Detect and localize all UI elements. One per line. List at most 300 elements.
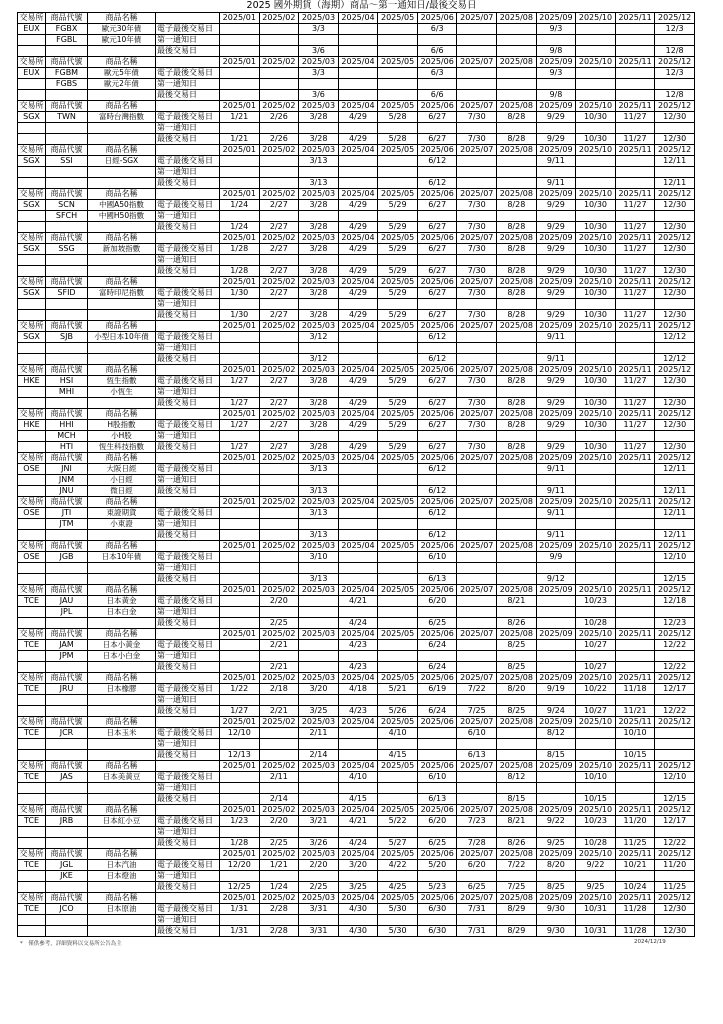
date-cell bbox=[378, 354, 418, 365]
product-name-cell bbox=[88, 266, 156, 277]
date-cell bbox=[259, 607, 299, 618]
date-cell bbox=[536, 607, 576, 618]
date-cell: 5/20 bbox=[417, 860, 457, 871]
header-cell: 2025/08 bbox=[497, 233, 537, 244]
product-code-cell: FGBM bbox=[46, 68, 88, 79]
date-cell bbox=[536, 827, 576, 838]
date-cell bbox=[259, 563, 299, 574]
header-cell: 2025/10 bbox=[576, 189, 616, 200]
date-cell: 10/30 bbox=[576, 376, 616, 387]
date-cell bbox=[536, 475, 576, 486]
header-cell bbox=[156, 145, 220, 156]
date-cell bbox=[615, 68, 655, 79]
header-cell: 交易所 bbox=[19, 13, 44, 22]
header-cell: 2025/06 bbox=[417, 761, 457, 772]
date-cell bbox=[220, 794, 260, 805]
table-row bbox=[18, 387, 695, 398]
exchange-cell bbox=[18, 387, 46, 398]
product-code-cell: SJB bbox=[46, 332, 88, 343]
product-name-cell: H股指數 bbox=[88, 420, 156, 431]
exchange-cell bbox=[18, 398, 46, 409]
header-cell: 2025/07 bbox=[457, 145, 497, 156]
table-row bbox=[18, 156, 695, 167]
header-cell: 2025/08 bbox=[497, 365, 537, 376]
header-cell: 2025/10 bbox=[576, 233, 616, 244]
date-cell bbox=[457, 486, 497, 497]
date-cell: 5/29 bbox=[378, 266, 418, 277]
date-cell bbox=[497, 607, 537, 618]
date-cell bbox=[378, 24, 418, 35]
date-cell bbox=[378, 332, 418, 343]
table-row bbox=[18, 574, 695, 585]
exchange-cell: TCE bbox=[18, 904, 46, 915]
block-header-row bbox=[18, 145, 695, 156]
product-name-cell bbox=[88, 662, 156, 673]
row-label-cell: 第一通知日 bbox=[156, 475, 220, 486]
date-cell: 2/21 bbox=[259, 662, 299, 673]
date-cell: 11/25 bbox=[615, 838, 655, 849]
row-label-cell: 電子最後交易日 bbox=[156, 200, 220, 211]
header-cell: 2025/03 bbox=[299, 805, 339, 816]
header-cell: 交易所 bbox=[19, 849, 44, 858]
date-cell bbox=[220, 431, 260, 442]
date-cell bbox=[615, 255, 655, 266]
product-name-cell: 日經-SGX bbox=[88, 156, 156, 167]
row-label-cell: 第一通知日 bbox=[156, 431, 220, 442]
date-cell bbox=[220, 46, 260, 57]
date-cell: 1/28 bbox=[220, 244, 260, 255]
date-cell bbox=[299, 167, 339, 178]
date-cell bbox=[576, 739, 616, 750]
date-cell bbox=[259, 915, 299, 926]
date-cell: 10/27 bbox=[576, 706, 616, 717]
product-code-cell bbox=[46, 574, 88, 585]
header-cell: 2025/05 bbox=[378, 893, 418, 904]
date-cell bbox=[299, 211, 339, 222]
date-cell bbox=[259, 519, 299, 530]
date-cell: 6/19 bbox=[417, 684, 457, 695]
date-cell: 8/28 bbox=[497, 112, 537, 123]
date-cell: 7/28 bbox=[457, 838, 497, 849]
date-cell bbox=[576, 475, 616, 486]
date-cell bbox=[417, 783, 457, 794]
date-cell bbox=[457, 343, 497, 354]
date-cell: 3/28 bbox=[299, 376, 339, 387]
date-cell bbox=[220, 640, 260, 651]
row-label-cell: 電子最後交易日 bbox=[156, 860, 220, 871]
header-cell: 商品名稱 bbox=[88, 57, 156, 68]
date-cell bbox=[220, 24, 260, 35]
date-cell: 2/27 bbox=[259, 200, 299, 211]
date-cell bbox=[299, 387, 339, 398]
row-label-cell: 電子最後交易日 bbox=[156, 552, 220, 563]
date-cell bbox=[338, 464, 378, 475]
date-cell bbox=[417, 519, 457, 530]
date-cell bbox=[615, 464, 655, 475]
product-name-cell bbox=[88, 882, 156, 893]
date-cell bbox=[338, 79, 378, 90]
header-cell: 2025/05 bbox=[378, 321, 418, 332]
header-cell: 商品代號 bbox=[46, 189, 88, 200]
date-cell bbox=[497, 431, 537, 442]
date-cell bbox=[615, 332, 655, 343]
date-cell: 9/29 bbox=[536, 420, 576, 431]
date-cell: 3/31 bbox=[299, 904, 339, 915]
date-cell: 8/28 bbox=[497, 266, 537, 277]
date-cell bbox=[378, 618, 418, 629]
product-name-cell: 日本原油 bbox=[88, 904, 156, 915]
date-cell bbox=[655, 915, 695, 926]
date-cell: 1/22 bbox=[220, 684, 260, 695]
header-cell: 商品名稱 bbox=[88, 805, 156, 816]
header-cell: 2025/11 bbox=[615, 101, 655, 112]
date-cell: 4/15 bbox=[338, 794, 378, 805]
date-cell bbox=[536, 255, 576, 266]
date-cell: 6/3 bbox=[417, 24, 457, 35]
header-cell: 2025/12 bbox=[655, 57, 695, 68]
date-cell bbox=[536, 299, 576, 310]
date-cell: 9/24 bbox=[536, 706, 576, 717]
header-cell: 2025/01 bbox=[220, 893, 260, 904]
date-cell: 12/20 bbox=[220, 860, 260, 871]
table-row bbox=[18, 728, 695, 739]
date-cell bbox=[497, 90, 537, 101]
product-name-cell bbox=[88, 915, 156, 926]
date-cell: 9/8 bbox=[536, 46, 576, 57]
date-cell bbox=[576, 827, 616, 838]
product-code-cell: JAM bbox=[46, 640, 88, 651]
header-cell: 商品名稱 bbox=[88, 761, 156, 772]
date-cell: 3/28 bbox=[299, 398, 339, 409]
date-cell bbox=[378, 530, 418, 541]
date-cell bbox=[220, 915, 260, 926]
date-cell bbox=[259, 728, 299, 739]
header-cell: 2025/12 bbox=[655, 805, 695, 816]
date-cell bbox=[259, 530, 299, 541]
product-code-cell: JPL bbox=[46, 607, 88, 618]
exchange-cell: TCE bbox=[18, 684, 46, 695]
table-row bbox=[18, 519, 695, 530]
date-cell: 10/23 bbox=[576, 816, 616, 827]
header-cell: 商品代號 bbox=[46, 893, 88, 904]
product-code-cell bbox=[46, 750, 88, 761]
product-code-cell bbox=[46, 123, 88, 134]
date-cell: 4/24 bbox=[338, 838, 378, 849]
date-cell bbox=[615, 123, 655, 134]
date-cell: 11/27 bbox=[615, 442, 655, 453]
date-cell: 9/29 bbox=[536, 398, 576, 409]
date-cell bbox=[378, 255, 418, 266]
date-cell bbox=[338, 68, 378, 79]
header-cell: 商品代號 bbox=[46, 585, 88, 596]
header-cell: 2025/04 bbox=[338, 321, 378, 332]
table-row bbox=[18, 860, 695, 871]
header-cell: 交易所 bbox=[19, 497, 44, 506]
header-cell: 交易所 bbox=[19, 277, 44, 286]
header-cell: 商品名稱 bbox=[88, 673, 156, 684]
date-cell: 9/25 bbox=[536, 838, 576, 849]
block-header-row bbox=[18, 541, 695, 552]
date-cell bbox=[457, 46, 497, 57]
header-cell: 2025/06 bbox=[417, 189, 457, 200]
product-name-cell: 日本橡膠 bbox=[88, 684, 156, 695]
header-cell: 2025/03 bbox=[299, 541, 339, 552]
date-cell bbox=[457, 178, 497, 189]
date-cell bbox=[457, 640, 497, 651]
header-cell bbox=[156, 497, 220, 508]
header-cell bbox=[156, 761, 220, 772]
date-cell: 8/15 bbox=[536, 750, 576, 761]
date-cell: 12/30 bbox=[655, 376, 695, 387]
header-cell: 2025/04 bbox=[338, 145, 378, 156]
print-date: 2024/12/19 bbox=[634, 939, 666, 945]
date-cell bbox=[220, 695, 260, 706]
date-cell: 2/27 bbox=[259, 244, 299, 255]
date-cell: 4/29 bbox=[338, 266, 378, 277]
date-cell: 4/29 bbox=[338, 310, 378, 321]
date-cell: 2/27 bbox=[259, 398, 299, 409]
date-cell: 6/12 bbox=[417, 178, 457, 189]
date-cell bbox=[497, 35, 537, 46]
date-cell bbox=[378, 46, 418, 57]
date-cell: 12/30 bbox=[655, 310, 695, 321]
date-cell bbox=[536, 640, 576, 651]
date-cell bbox=[497, 354, 537, 365]
header-cell: 2025/04 bbox=[338, 189, 378, 200]
header-cell: 2025/11 bbox=[615, 585, 655, 596]
date-cell: 12/10 bbox=[655, 772, 695, 783]
date-cell bbox=[655, 827, 695, 838]
date-cell: 7/22 bbox=[457, 684, 497, 695]
header-cell: 2025/02 bbox=[259, 717, 299, 728]
date-cell bbox=[338, 354, 378, 365]
header-cell: 交易所 bbox=[19, 189, 44, 198]
header-cell: 2025/05 bbox=[378, 365, 418, 376]
header-cell: 2025/01 bbox=[220, 805, 260, 816]
row-label-cell: 最後交易日 bbox=[156, 134, 220, 145]
header-cell: 2025/07 bbox=[457, 893, 497, 904]
date-cell: 9/29 bbox=[536, 310, 576, 321]
date-cell: 8/29 bbox=[497, 904, 537, 915]
date-cell: 3/13 bbox=[299, 178, 339, 189]
date-cell bbox=[536, 431, 576, 442]
date-cell bbox=[259, 211, 299, 222]
product-name-cell bbox=[88, 739, 156, 750]
date-cell bbox=[259, 574, 299, 585]
date-cell bbox=[536, 915, 576, 926]
date-cell bbox=[378, 167, 418, 178]
date-cell bbox=[299, 695, 339, 706]
date-cell bbox=[576, 574, 616, 585]
date-cell bbox=[536, 618, 576, 629]
date-cell bbox=[615, 640, 655, 651]
date-cell bbox=[655, 783, 695, 794]
date-cell bbox=[417, 607, 457, 618]
date-cell bbox=[497, 343, 537, 354]
date-cell bbox=[615, 695, 655, 706]
date-cell bbox=[457, 695, 497, 706]
date-cell: 6/12 bbox=[417, 508, 457, 519]
exchange-cell: OSE bbox=[18, 508, 46, 519]
header-cell: 交易所 bbox=[19, 541, 44, 550]
row-label-cell: 電子最後交易日 bbox=[156, 420, 220, 431]
date-cell bbox=[338, 299, 378, 310]
exchange-cell bbox=[18, 442, 46, 453]
header-cell: 2025/08 bbox=[497, 761, 537, 772]
header-cell: 2025/04 bbox=[338, 13, 378, 24]
block-header-row bbox=[18, 849, 695, 860]
date-cell: 1/27 bbox=[220, 376, 260, 387]
date-cell bbox=[338, 607, 378, 618]
header-cell: 2025/09 bbox=[536, 57, 576, 68]
date-cell bbox=[220, 486, 260, 497]
product-code-cell: JGL bbox=[46, 860, 88, 871]
exchange-cell bbox=[18, 266, 46, 277]
header-cell: 交易所 bbox=[19, 673, 44, 682]
date-cell: 8/12 bbox=[497, 772, 537, 783]
row-label-cell: 第一通知日 bbox=[156, 387, 220, 398]
date-cell: 11/18 bbox=[615, 684, 655, 695]
product-name-cell: 日本汽油 bbox=[88, 860, 156, 871]
header-cell: 交易所 bbox=[19, 717, 44, 726]
header-cell: 商品代號 bbox=[46, 101, 88, 112]
header-cell: 2025/02 bbox=[259, 365, 299, 376]
header-cell: 2025/01 bbox=[220, 145, 260, 156]
header-cell: 2025/08 bbox=[497, 189, 537, 200]
date-cell bbox=[378, 123, 418, 134]
date-cell bbox=[615, 607, 655, 618]
date-cell bbox=[338, 915, 378, 926]
product-code-cell bbox=[46, 222, 88, 233]
header-cell: 2025/03 bbox=[299, 717, 339, 728]
header-cell: 2025/12 bbox=[655, 277, 695, 288]
exchange-cell bbox=[18, 915, 46, 926]
date-cell: 6/10 bbox=[457, 728, 497, 739]
date-cell: 3/26 bbox=[299, 838, 339, 849]
date-cell: 9/19 bbox=[536, 684, 576, 695]
date-cell bbox=[576, 915, 616, 926]
date-cell: 1/21 bbox=[259, 860, 299, 871]
date-cell bbox=[338, 530, 378, 541]
table-row bbox=[18, 882, 695, 893]
row-label-cell: 第一通知日 bbox=[156, 783, 220, 794]
product-name-cell bbox=[88, 827, 156, 838]
product-code-cell: FGBX bbox=[46, 24, 88, 35]
date-cell bbox=[536, 651, 576, 662]
product-code-cell bbox=[46, 167, 88, 178]
table-row bbox=[18, 112, 695, 123]
date-cell: 3/25 bbox=[338, 882, 378, 893]
row-label-cell: 最後交易日 bbox=[156, 574, 220, 585]
exchange-cell bbox=[18, 750, 46, 761]
header-cell: 2025/06 bbox=[417, 365, 457, 376]
date-cell bbox=[378, 827, 418, 838]
date-cell: 12/8 bbox=[655, 90, 695, 101]
date-cell bbox=[536, 596, 576, 607]
date-cell bbox=[497, 695, 537, 706]
header-cell: 2025/09 bbox=[536, 277, 576, 288]
date-cell: 12/30 bbox=[655, 244, 695, 255]
header-cell: 2025/03 bbox=[299, 57, 339, 68]
date-cell bbox=[220, 354, 260, 365]
header-cell: 2025/04 bbox=[338, 585, 378, 596]
date-cell bbox=[497, 508, 537, 519]
product-name-cell: 日本10年債 bbox=[88, 552, 156, 563]
date-cell: 8/28 bbox=[497, 288, 537, 299]
date-cell: 7/25 bbox=[497, 882, 537, 893]
date-cell: 5/30 bbox=[378, 926, 418, 937]
header-cell: 2025/12 bbox=[655, 145, 695, 156]
exchange-cell: TCE bbox=[18, 772, 46, 783]
date-cell: 12/11 bbox=[655, 530, 695, 541]
date-cell: 5/29 bbox=[378, 442, 418, 453]
date-cell: 5/28 bbox=[378, 112, 418, 123]
date-cell bbox=[497, 563, 537, 574]
date-cell bbox=[299, 618, 339, 629]
header-cell bbox=[156, 189, 220, 200]
date-cell: 9/29 bbox=[536, 134, 576, 145]
date-cell bbox=[497, 167, 537, 178]
header-cell: 2025/05 bbox=[378, 629, 418, 640]
header-cell bbox=[156, 849, 220, 860]
header-cell bbox=[156, 541, 220, 552]
date-cell: 8/28 bbox=[497, 244, 537, 255]
header-cell: 2025/11 bbox=[615, 365, 655, 376]
product-name-cell bbox=[88, 178, 156, 189]
header-cell: 2025/10 bbox=[576, 365, 616, 376]
futures-calendar-table bbox=[17, 12, 695, 937]
date-cell bbox=[259, 695, 299, 706]
header-cell: 2025/04 bbox=[338, 629, 378, 640]
table-row bbox=[18, 563, 695, 574]
date-cell: 6/10 bbox=[417, 772, 457, 783]
date-cell bbox=[338, 431, 378, 442]
header-cell: 商品代號 bbox=[46, 277, 88, 288]
header-cell: 2025/11 bbox=[615, 893, 655, 904]
date-cell bbox=[299, 739, 339, 750]
header-cell: 2025/04 bbox=[338, 717, 378, 728]
exchange-cell bbox=[18, 431, 46, 442]
date-cell bbox=[576, 46, 616, 57]
exchange-cell: HKE bbox=[18, 420, 46, 431]
header-cell: 商品名稱 bbox=[88, 13, 156, 24]
date-cell bbox=[655, 167, 695, 178]
date-cell: 6/27 bbox=[417, 112, 457, 123]
header-cell: 2025/07 bbox=[457, 717, 497, 728]
product-code-cell bbox=[46, 563, 88, 574]
block-header-row bbox=[18, 57, 695, 68]
product-name-cell bbox=[88, 563, 156, 574]
header-cell: 2025/08 bbox=[497, 849, 537, 860]
date-cell: 12/30 bbox=[655, 112, 695, 123]
date-cell: 7/30 bbox=[457, 376, 497, 387]
exchange-cell bbox=[18, 35, 46, 46]
header-cell: 2025/03 bbox=[299, 409, 339, 420]
header-cell: 2025/02 bbox=[259, 321, 299, 332]
date-cell: 9/29 bbox=[536, 222, 576, 233]
date-cell: 8/28 bbox=[497, 222, 537, 233]
date-cell: 4/10 bbox=[338, 772, 378, 783]
header-cell: 2025/04 bbox=[338, 365, 378, 376]
date-cell bbox=[615, 794, 655, 805]
header-cell: 2025/03 bbox=[299, 321, 339, 332]
date-cell bbox=[615, 299, 655, 310]
product-name-cell: 中國A50指數 bbox=[88, 200, 156, 211]
header-cell: 商品代號 bbox=[46, 57, 88, 68]
date-cell bbox=[576, 563, 616, 574]
date-cell: 3/28 bbox=[299, 112, 339, 123]
date-cell bbox=[615, 167, 655, 178]
